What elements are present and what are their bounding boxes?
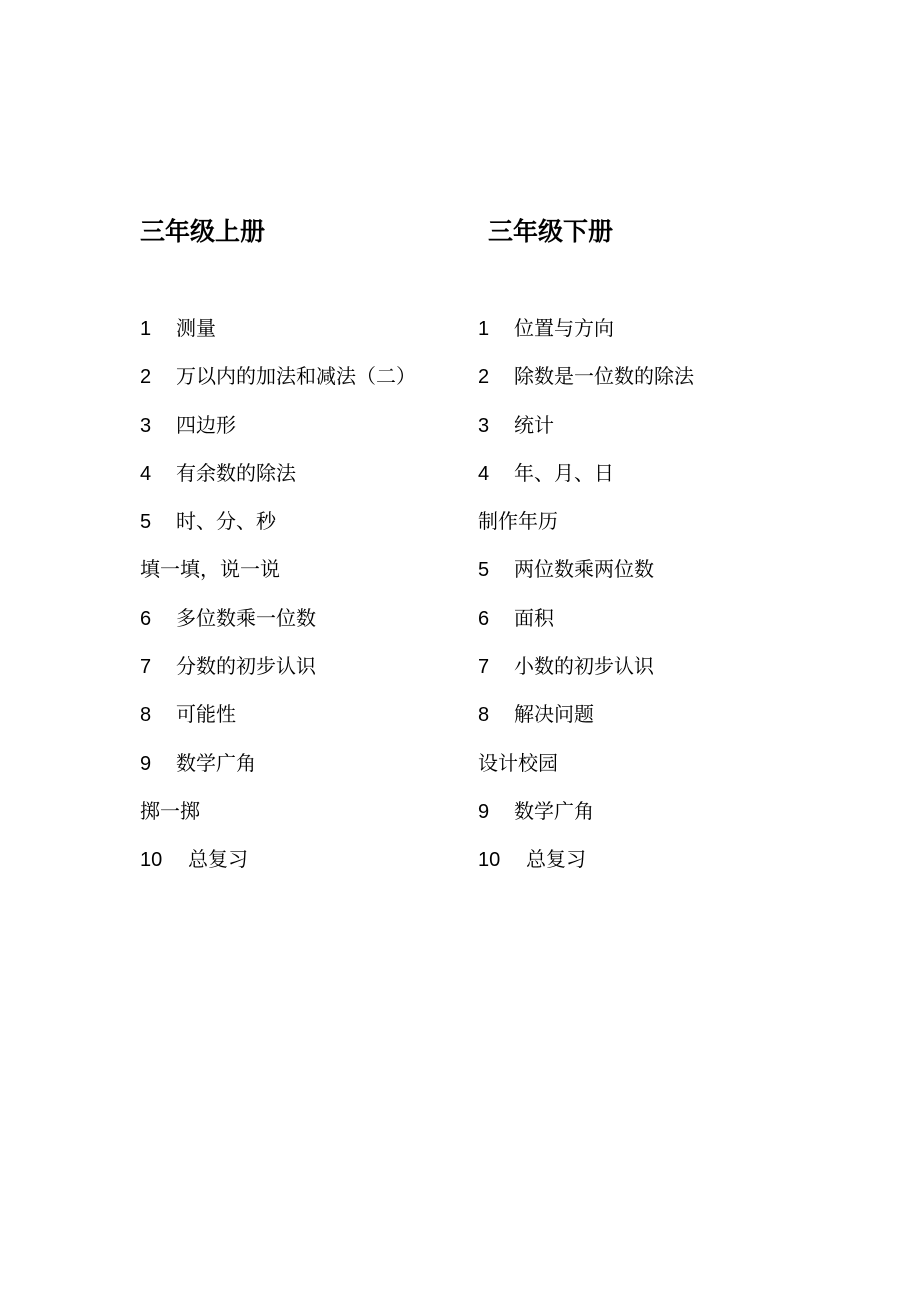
item-title: 面积 (514, 605, 554, 630)
item-title: 数学广角 (176, 750, 256, 775)
toc-item (140, 648, 416, 696)
toc-item (478, 600, 694, 648)
item-number: 1 (478, 318, 490, 340)
toc-item (478, 503, 694, 551)
toc-item (478, 841, 694, 889)
toc-item (478, 407, 694, 455)
item-title: 多位数乘一位数 (176, 605, 316, 630)
toc-item (478, 745, 694, 793)
item-number: 10 (140, 849, 163, 872)
toc-item (140, 841, 416, 889)
toc-item (478, 696, 694, 744)
item-title: 时、分、秒 (176, 509, 276, 534)
item-number: 9 (140, 752, 152, 775)
item-number: 9 (478, 800, 490, 823)
toc-item (140, 745, 416, 793)
item-number: 5 (140, 511, 152, 534)
toc-list-right (478, 310, 694, 890)
item-title: 设计校园 (478, 750, 558, 775)
toc-item (478, 551, 694, 599)
toc-item (478, 455, 694, 503)
item-number: 1 (140, 318, 152, 340)
toc-list-left (140, 310, 416, 890)
column-title-right: 三年级下册 (488, 217, 614, 246)
item-title: 解决问题 (514, 702, 594, 727)
item-number: 6 (140, 607, 152, 630)
column-title-left: 三年级上册 (140, 217, 266, 246)
item-number: 2 (140, 366, 152, 389)
item-title: 总复习 (526, 847, 586, 872)
item-number: 5 (478, 559, 490, 582)
item-title: 位置与方向 (514, 316, 614, 340)
item-title: 可能性 (176, 702, 236, 727)
item-number: 7 (140, 656, 152, 679)
item-title: 总复习 (188, 847, 248, 872)
toc-item (140, 455, 416, 503)
item-title: 统计 (514, 412, 554, 437)
item-number: 8 (140, 704, 152, 727)
toc-item (140, 310, 416, 358)
item-number: 4 (140, 462, 152, 485)
toc-item (140, 696, 416, 744)
toc-item (140, 358, 416, 406)
item-number: 3 (478, 414, 490, 437)
toc-item (140, 551, 416, 599)
toc-item (478, 358, 694, 406)
item-title: 掷一掷 (140, 798, 200, 823)
item-title: 四边形 (176, 412, 236, 437)
toc-item (140, 503, 416, 551)
item-number: 6 (478, 607, 490, 630)
item-number: 10 (478, 849, 501, 872)
item-title: 万以内的加法和减法（二） (176, 364, 416, 389)
item-number: 4 (478, 462, 490, 485)
item-title: 分数的初步认识 (176, 654, 316, 679)
item-title: 小数的初步认识 (514, 654, 654, 679)
item-title: 制作年历 (478, 509, 558, 534)
item-title: 测量 (176, 316, 216, 340)
toc-item (478, 793, 694, 841)
toc-item (478, 310, 694, 358)
item-number: 7 (478, 656, 490, 679)
item-number: 8 (478, 704, 490, 727)
toc-item (140, 407, 416, 455)
toc-item (478, 648, 694, 696)
item-title: 两位数乘两位数 (514, 557, 654, 582)
item-title: 年、月、日 (514, 460, 614, 485)
item-title: 数学广角 (514, 798, 594, 823)
item-number: 2 (478, 366, 490, 389)
toc-item (140, 600, 416, 648)
item-title: 除数是一位数的除法 (514, 364, 694, 389)
item-title: 有余数的除法 (176, 460, 296, 485)
toc-item (140, 793, 416, 841)
item-title: 填一填，说一说 (140, 557, 280, 582)
item-number: 3 (140, 414, 152, 437)
